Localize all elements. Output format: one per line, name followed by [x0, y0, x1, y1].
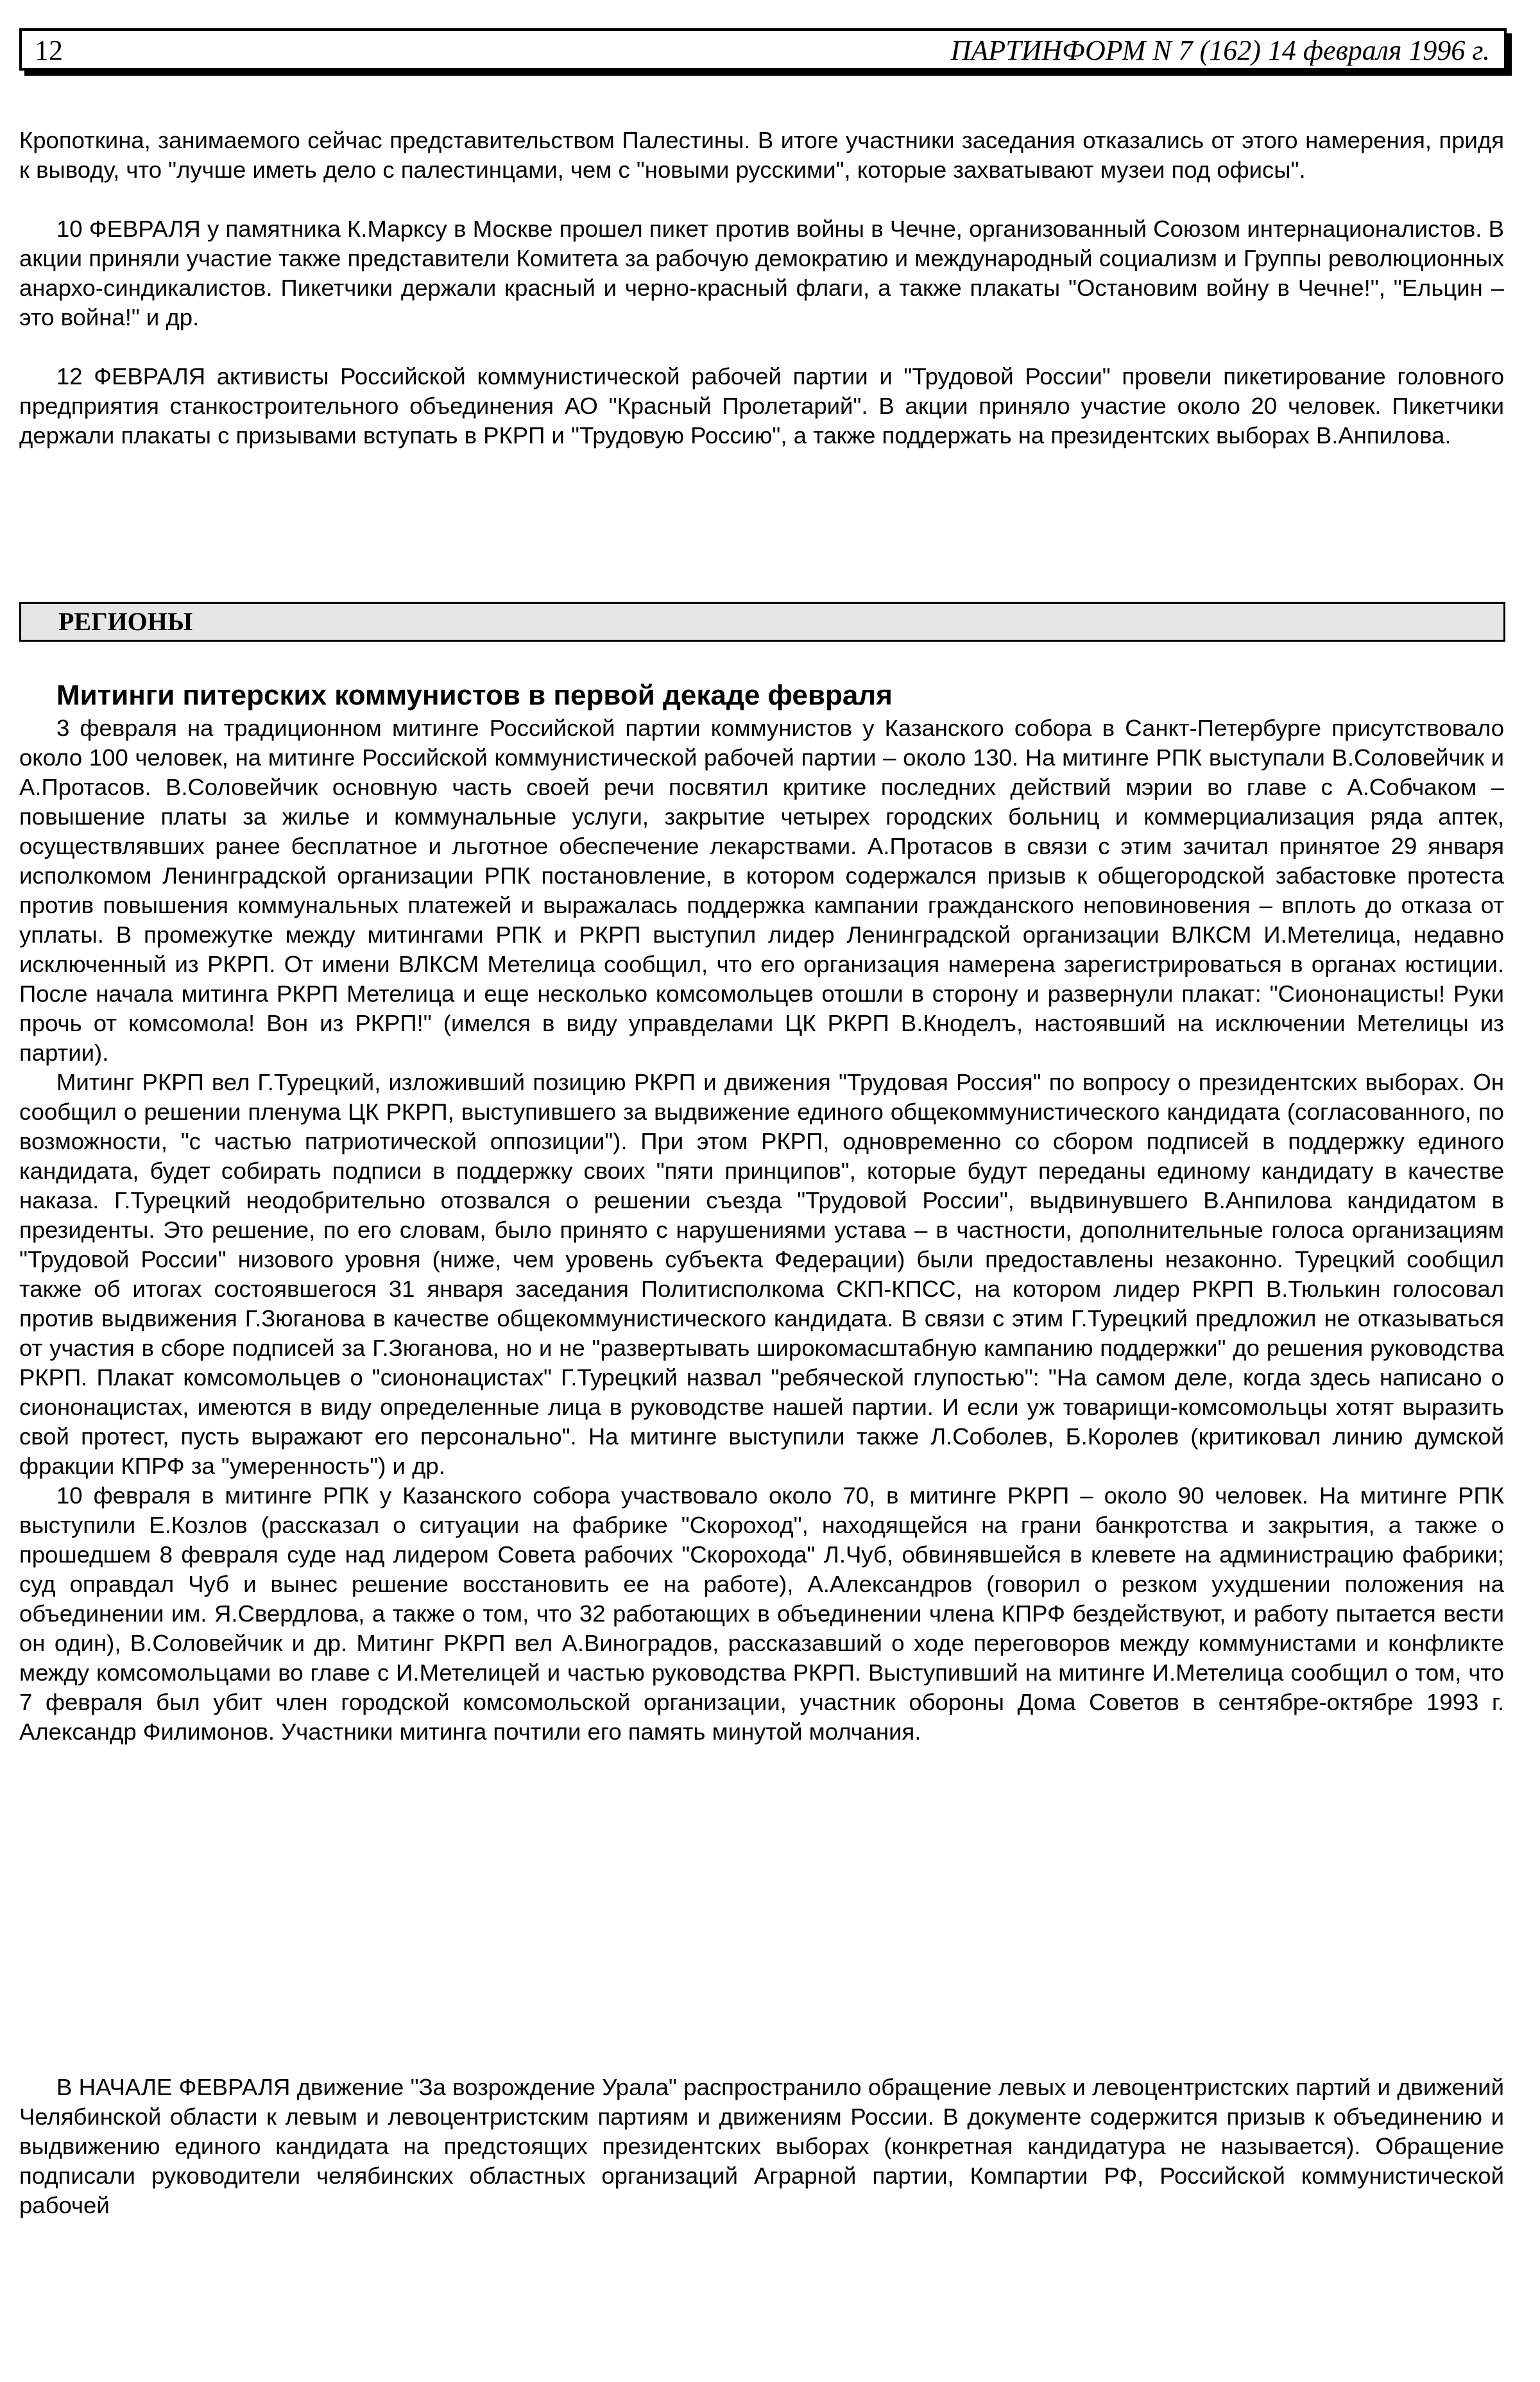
- bottom-news-block: [19, 2073, 1504, 2220]
- page-number: 12: [35, 35, 63, 66]
- paragraph-continuation: Кропоткина, занимаемого сейчас представительством Палестины. В итоге участники заседания отказались от этого намерения, придя к выводу, что "лучше иметь дело с палестинцами, чем с "новыми русскими", которые захватывают музеи под офисы".: [19, 127, 1504, 183]
- article-paragraph: 3 февраля на традиционном митинге Российской партии коммунистов у Казанского собора в Санкт-Петербурге присутствовало около 100 человек, на митинге Российской коммунистической рабочей партии – около 130. На митинге РПК выступали В.Соловейчик и А.Протасов. В.Соловейчик основную часть своей речи посвятил критике последних действий мэрии во главе с А.Собчаком – повышение платы за жилье и коммунальные услуги, закрытие четырех городских больниц и коммерциализация ряда аптек, осуществлявших ранее бесплатное и льготное обеспечение лекарствами. А.Протасов в связи с этим зачитал принятое 29 января исполкомом Ленинградской организации РПК постановление, в котором содержался призыв к общегородской забастовке протеста против повышения коммунальных платежей и выражалась поддержка кампании гражданского неповиновения – вплоть до отказа от уплаты. В промежутке между митингами РПК и РКРП выступил лидер Ленинградской организации ВЛКСМ И.Метелица, недавно исключенный из РКРП. От имени ВЛКСМ Метелица сообщил, что его организация намерена зарегистрироваться в органах юстиции. После начала митинга РКРП Метелица и еще несколько комсомольцев отошли в сторону и развернули плакат: "Сиононацисты! Руки прочь от комсомола! Вон из РКРП!" (имелся в виду управделами ЦК РКРП В.Кноделъ, настоявший на исключении Метелицы из партии).: [19, 715, 1504, 1066]
- page-header: [19, 28, 1507, 71]
- article-body: [19, 714, 1504, 1747]
- article-title: Митинги питерских коммунистов в первой декаде февраля: [56, 680, 893, 711]
- article-paragraph: Митинг РКРП вел Г.Турецкий, изложивший позицию РКРП и движения "Трудовая Россия" по вопросу о президентских выборах. Он сообщил о решении пленума ЦК РКРП, выступившего за выдвижение единого общекоммунистического кандидата (согласованного, по возможности, "с частью патриотической оппозиции"). При этом РКРП, одновременно со сбором подписей в поддержку единого кандидата, будет собирать подписи в поддержку своих "пяти принципов", которые будут переданы единому кандидату в качестве наказа. Г.Турецкий неодобрительно отозвался о решении съезда "Трудовой России", выдвинувшего В.Анпилова кандидатом в президенты. Это решение, по его словам, было принято с нарушениями устава – в частности, дополнительные голоса организациям "Трудовой России" низового уровня (ниже, чем уровень субъекта Федерации) были предоставлены незаконно. Турецкий сообщил также об итогах состоявшегося 31 января заседания Политисполкома СКП-КПСС, на котором лидер РКРП В.Тюлькин голосовал против выдвижения Г.Зюганова в качестве общекоммунистического кандидата. В связи с этим Г.Турецкий предложил не отказываться от участия в сборе подписей за Г.Зюганова, но и не "развертывать широкомасштабную кампанию поддержки" до решения руководства РКРП. Плакат комсомольцев о "сиононацистах" Г.Турецкий назвал "ребяческой глупостью": "На самом деле, когда здесь написано о сиононацистах, имеются в виду определенные лица в руководстве нашей партии. И если уж товарищи-комсомольцы хотят выразить свой протест, пусть выражают его персонально". На митинге выступили также Л.Соболев, Б.Королев (критиковал линию думской фракции КПРФ за "умеренность") и др.: [19, 1069, 1504, 1479]
- paragraph-feb-12-picket: 12 ФЕВРАЛЯ активисты Российской коммунистической рабочей партии и "Трудовой России" провели пикетирование головного предприятия станкостроительного объединения АО "Красный Пролетарий". В акции приняло участие около 20 человек. Пикетчики держали плакаты с призывами вступать в РКРП и "Трудовую Россию", а также поддержать на президентских выборах В.Анпилова.: [19, 363, 1504, 449]
- paragraph-feb-10-picket: 10 ФЕВРАЛЯ у памятника К.Марксу в Москве прошел пикет против войны в Чечне, организованный Союзом интернационалистов. В акции приняли участие также представители Комитета за рабочую демократию и международный социализм и Группы революционных анархо-синдикалистов. Пикетчики держали красный и черно-красный флаги, а также плакаты "Остановим войну в Чечне!", "Ельцин – это война!" и др.: [19, 216, 1504, 330]
- article-paragraph: 10 февраля в митинге РПК у Казанского собора участвовало около 70, в митинге РКРП – около 90 человек. На митинге РПК выступили Е.Козлов (рассказал о ситуации на фабрике "Скороход", находящейся на грани банкротства и закрытия, а также о прошедшем 8 февраля суде над лидером Совета рабочих "Скорохода" Л.Чуб, обвинявшейся в клевете на администрацию фабрики; суд оправдал Чуб и вынес решение восстановить ее на работе), А.Александров (говорил о резком ухудшении положения на объединении им. Я.Свердлова, а также о том, что 32 работающих в объединении члена КПРФ бездействуют, и работу пытается вести он один), В.Соловейчик и др. Митинг РКРП вел А.Виноградов, рассказавший о ходе переговоров между коммунистами и конфликте между комсомольцами во главе с И.Метелицей и частью руководства РКРП. Выступивший на митинге И.Метелица сообщил о том, что 7 февраля был убит член городской комсомольской организации, участник обороны Дома Советов в сентябре-октябре 1993 г. Александр Филимонов. Участники митинга почтили его память минутой молчания.: [19, 1482, 1504, 1745]
- publication-title: ПАРТИНФОРМ N 7 (162) 14 февраля 1996 г.: [950, 35, 1490, 66]
- section-heading-regions: РЕГИОНЫ: [19, 602, 1505, 642]
- paragraph-ural-appeal: В НАЧАЛЕ ФЕВРАЛЯ движение "За возрождение Урала" распространило обращение левых и левоцентристских партий и движений Челябинской области к левым и левоцентристским партиям и движениям России. В документе содержится призыв к объединению и выдвижению единого кандидата на предстоящих президентских выборах (конкретная кандидатура не называется). Обращение подписали руководители челябинских областных организаций Аграрной партии, Компартии РФ, Российской коммунистической рабочей: [19, 2074, 1504, 2218]
- top-news-block: [19, 126, 1504, 450]
